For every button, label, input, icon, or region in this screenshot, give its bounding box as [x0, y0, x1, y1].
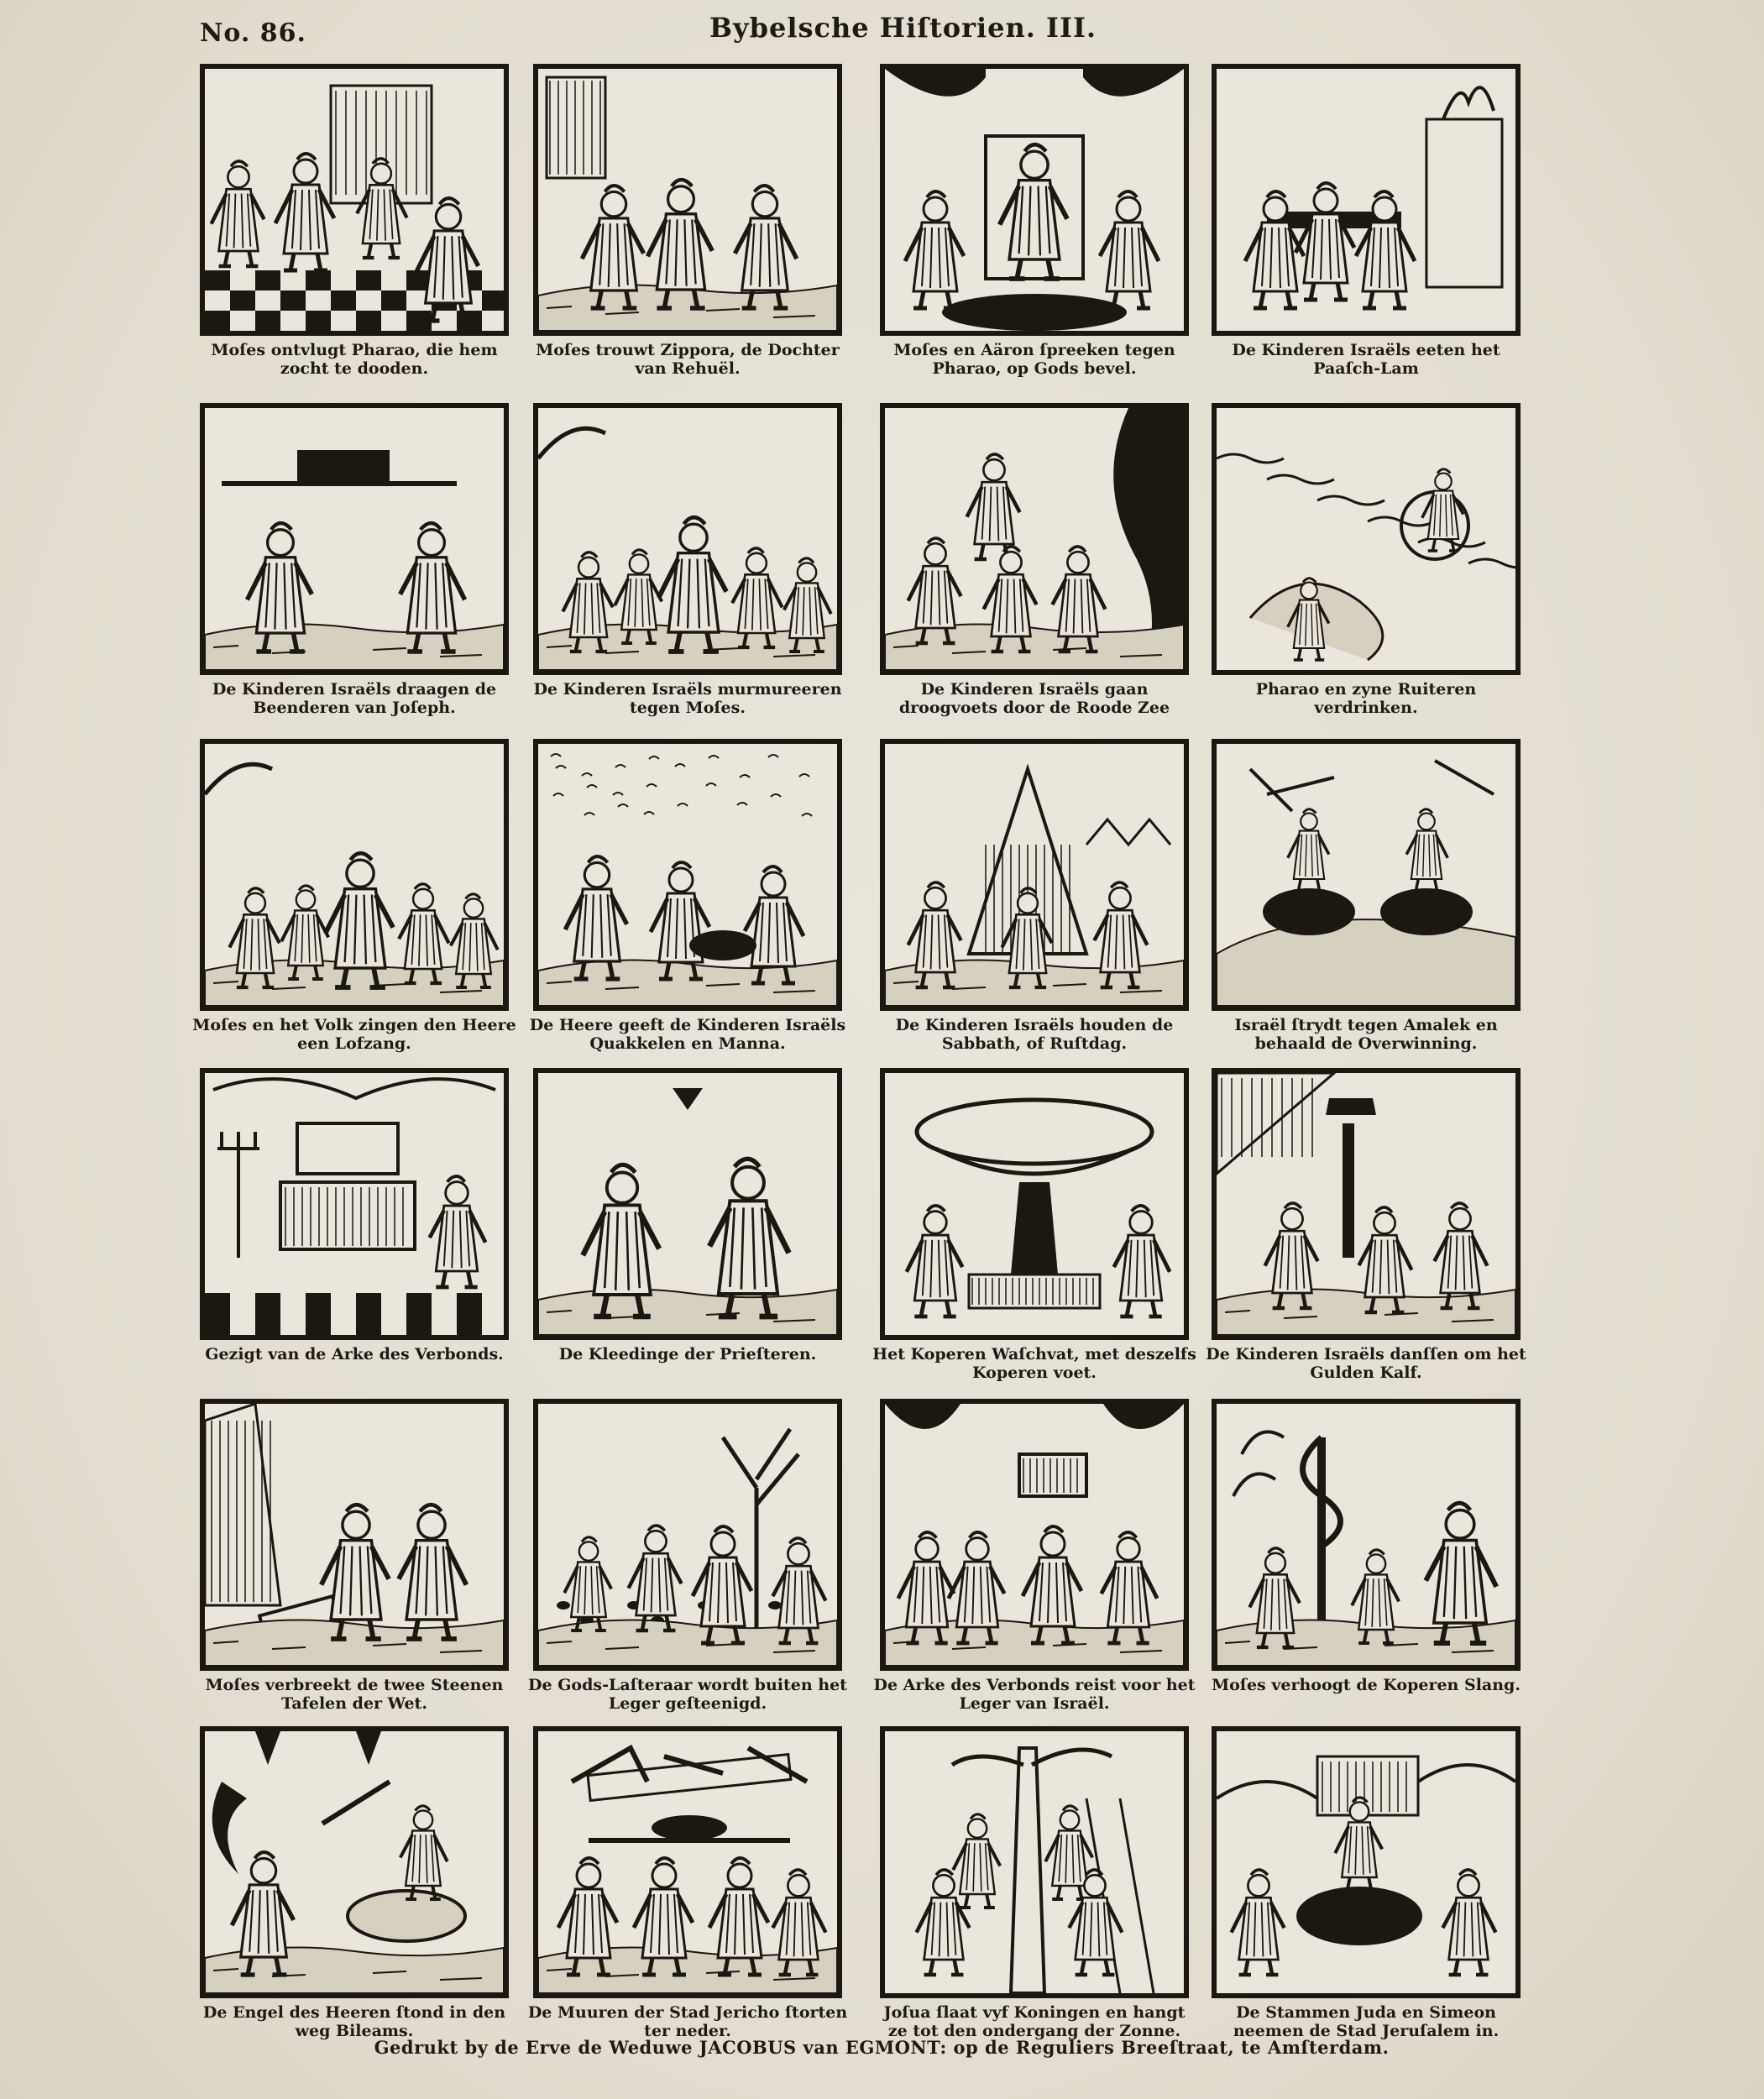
panel-caption: De Kinderen Israëls houden de Sabbath, of Ruſtdag.: [895, 1016, 1174, 1053]
woodcut-image: [880, 739, 1189, 1011]
woodcut-image: [200, 403, 509, 675]
panel-caption: Gezigt van de Arke des Verbonds.: [205, 1345, 504, 1364]
panel-caption: Pharao en zyne Ruiteren verdrinken.: [1255, 680, 1477, 717]
illustration-panel: [200, 1726, 519, 2045]
woodcut-image: [200, 1399, 509, 1671]
panel-caption: Moſes en Aäron ſpreeken tegen Pharao, op Gods bevel.: [893, 341, 1175, 378]
panel-caption: Moſes trouwt Zippora, de Dochter van Rehuël.: [536, 341, 840, 378]
woodcut-image: [200, 1068, 509, 1340]
panel-caption: Joſua ſlaat vyf Koningen en hangt ze tot den ondergang der Zonne.: [883, 2003, 1186, 2040]
illustration-panel: [533, 64, 852, 383]
panel-caption: Israël ſtrydt tegen Amalek en behaald de Overwinning.: [1234, 1016, 1498, 1053]
woodcut-image: [880, 1068, 1189, 1340]
illustration-panel: [880, 739, 1199, 1058]
panel-caption: De Kleedinge der Prieſteren.: [558, 1345, 817, 1364]
illustration-panel: [200, 403, 519, 722]
woodcut-image: [1212, 1068, 1521, 1340]
woodcut-image: [880, 403, 1189, 675]
panel-caption: Moſes verbreekt de twee Steenen Tafelen der Wet.: [205, 1676, 504, 1713]
woodcut-image: [1212, 64, 1521, 336]
woodcut-image: [200, 1726, 509, 1998]
panel-caption: Het Koperen Waſchvat, met deszelfs Koperen voet.: [872, 1345, 1196, 1382]
woodcut-image: [1212, 403, 1521, 675]
panel-caption: Moſes en het Volk zingen den Heere een Lofzang.: [192, 1016, 516, 1053]
illustration-panel: [533, 403, 852, 722]
printer-imprint: Gedrukt by de Erve de Weduwe JACOBUS van EGMONT: op de Reguliers Breeſtraat, te Amſterdam.: [374, 2037, 1390, 2058]
print-number: No. 86.: [200, 18, 306, 48]
woodcut-image: [533, 739, 842, 1011]
illustration-panel: [527, 1726, 852, 2045]
woodcut-image: [200, 739, 509, 1011]
illustration-panel: [1212, 64, 1531, 383]
illustration-panel: [873, 1399, 1199, 1718]
panel-caption: De Heere geeft de Kinderen Israëls Quakkelen en Manna.: [529, 1016, 846, 1053]
panel-caption: De Muuren der Stad Jericho ſtorten ter neder.: [527, 2003, 848, 2040]
illustration-panel: [880, 1726, 1199, 2045]
woodcut-image: [533, 1068, 842, 1340]
illustration-panel: [200, 1068, 519, 1387]
woodcut-image: [880, 1726, 1189, 1998]
woodcut-image: [880, 64, 1189, 336]
illustration-panel: [528, 1399, 852, 1718]
panel-caption: Moſes verhoogt de Koperen Slang.: [1212, 1676, 1521, 1694]
panel-caption: De Arke des Verbonds reist voor het Leger van Israël.: [873, 1676, 1196, 1713]
panel-caption: De Engel des Heeren ſtond in den weg Bileams.: [202, 2003, 506, 2040]
illustration-panel: [1206, 1068, 1531, 1387]
panel-caption: De Kinderen Israëls eeten het Paaſch-Lam: [1232, 341, 1500, 378]
panel-caption: De Gods-Laſteraar wordt buiten het Leger geſteenigd.: [528, 1676, 847, 1713]
woodcut-image: [1212, 1399, 1521, 1671]
illustration-panel: [1212, 739, 1531, 1058]
woodcut-image: [1212, 739, 1521, 1011]
illustration-panel: [533, 1068, 852, 1387]
illustration-panel: [872, 1068, 1199, 1387]
illustration-panel: [529, 739, 852, 1058]
woodcut-image: [533, 64, 842, 336]
illustration-panel: [200, 64, 519, 383]
woodcut-image: [533, 403, 842, 675]
woodcut-image: [533, 1399, 842, 1671]
panel-caption: De Kinderen Israëls danſſen om het Gulden Kalf.: [1206, 1345, 1526, 1382]
print-title: Bybelsche Hiſtorien. III.: [709, 12, 1097, 44]
illustration-panel: [880, 64, 1199, 383]
panel-caption: Moſes ontvlugt Pharao, die hem zocht te dooden.: [211, 341, 498, 378]
illustration-panel: [192, 739, 519, 1058]
illustration-panel: [1212, 1726, 1531, 2045]
panel-caption: De Kinderen Israëls murmureeren tegen Moſes.: [533, 680, 842, 717]
woodcut-image: [880, 1399, 1189, 1671]
panel-caption: De Stammen Juda en Simeon neemen de Stad Jeruſalem in.: [1233, 2003, 1500, 2040]
panel-caption: De Kinderen Israëls draagen de Beenderen van Joſeph.: [212, 680, 497, 717]
illustration-panel: [880, 403, 1199, 722]
woodcut-image: [533, 1726, 842, 1998]
woodcut-image: [1212, 1726, 1521, 1998]
illustration-panel: [200, 1399, 519, 1718]
woodcut-image: [200, 64, 509, 336]
illustration-panel: [1212, 403, 1531, 722]
panel-caption: De Kinderen Israëls gaan droogvoets door de Roode Zee: [898, 680, 1170, 717]
illustration-panel: [1212, 1399, 1531, 1718]
